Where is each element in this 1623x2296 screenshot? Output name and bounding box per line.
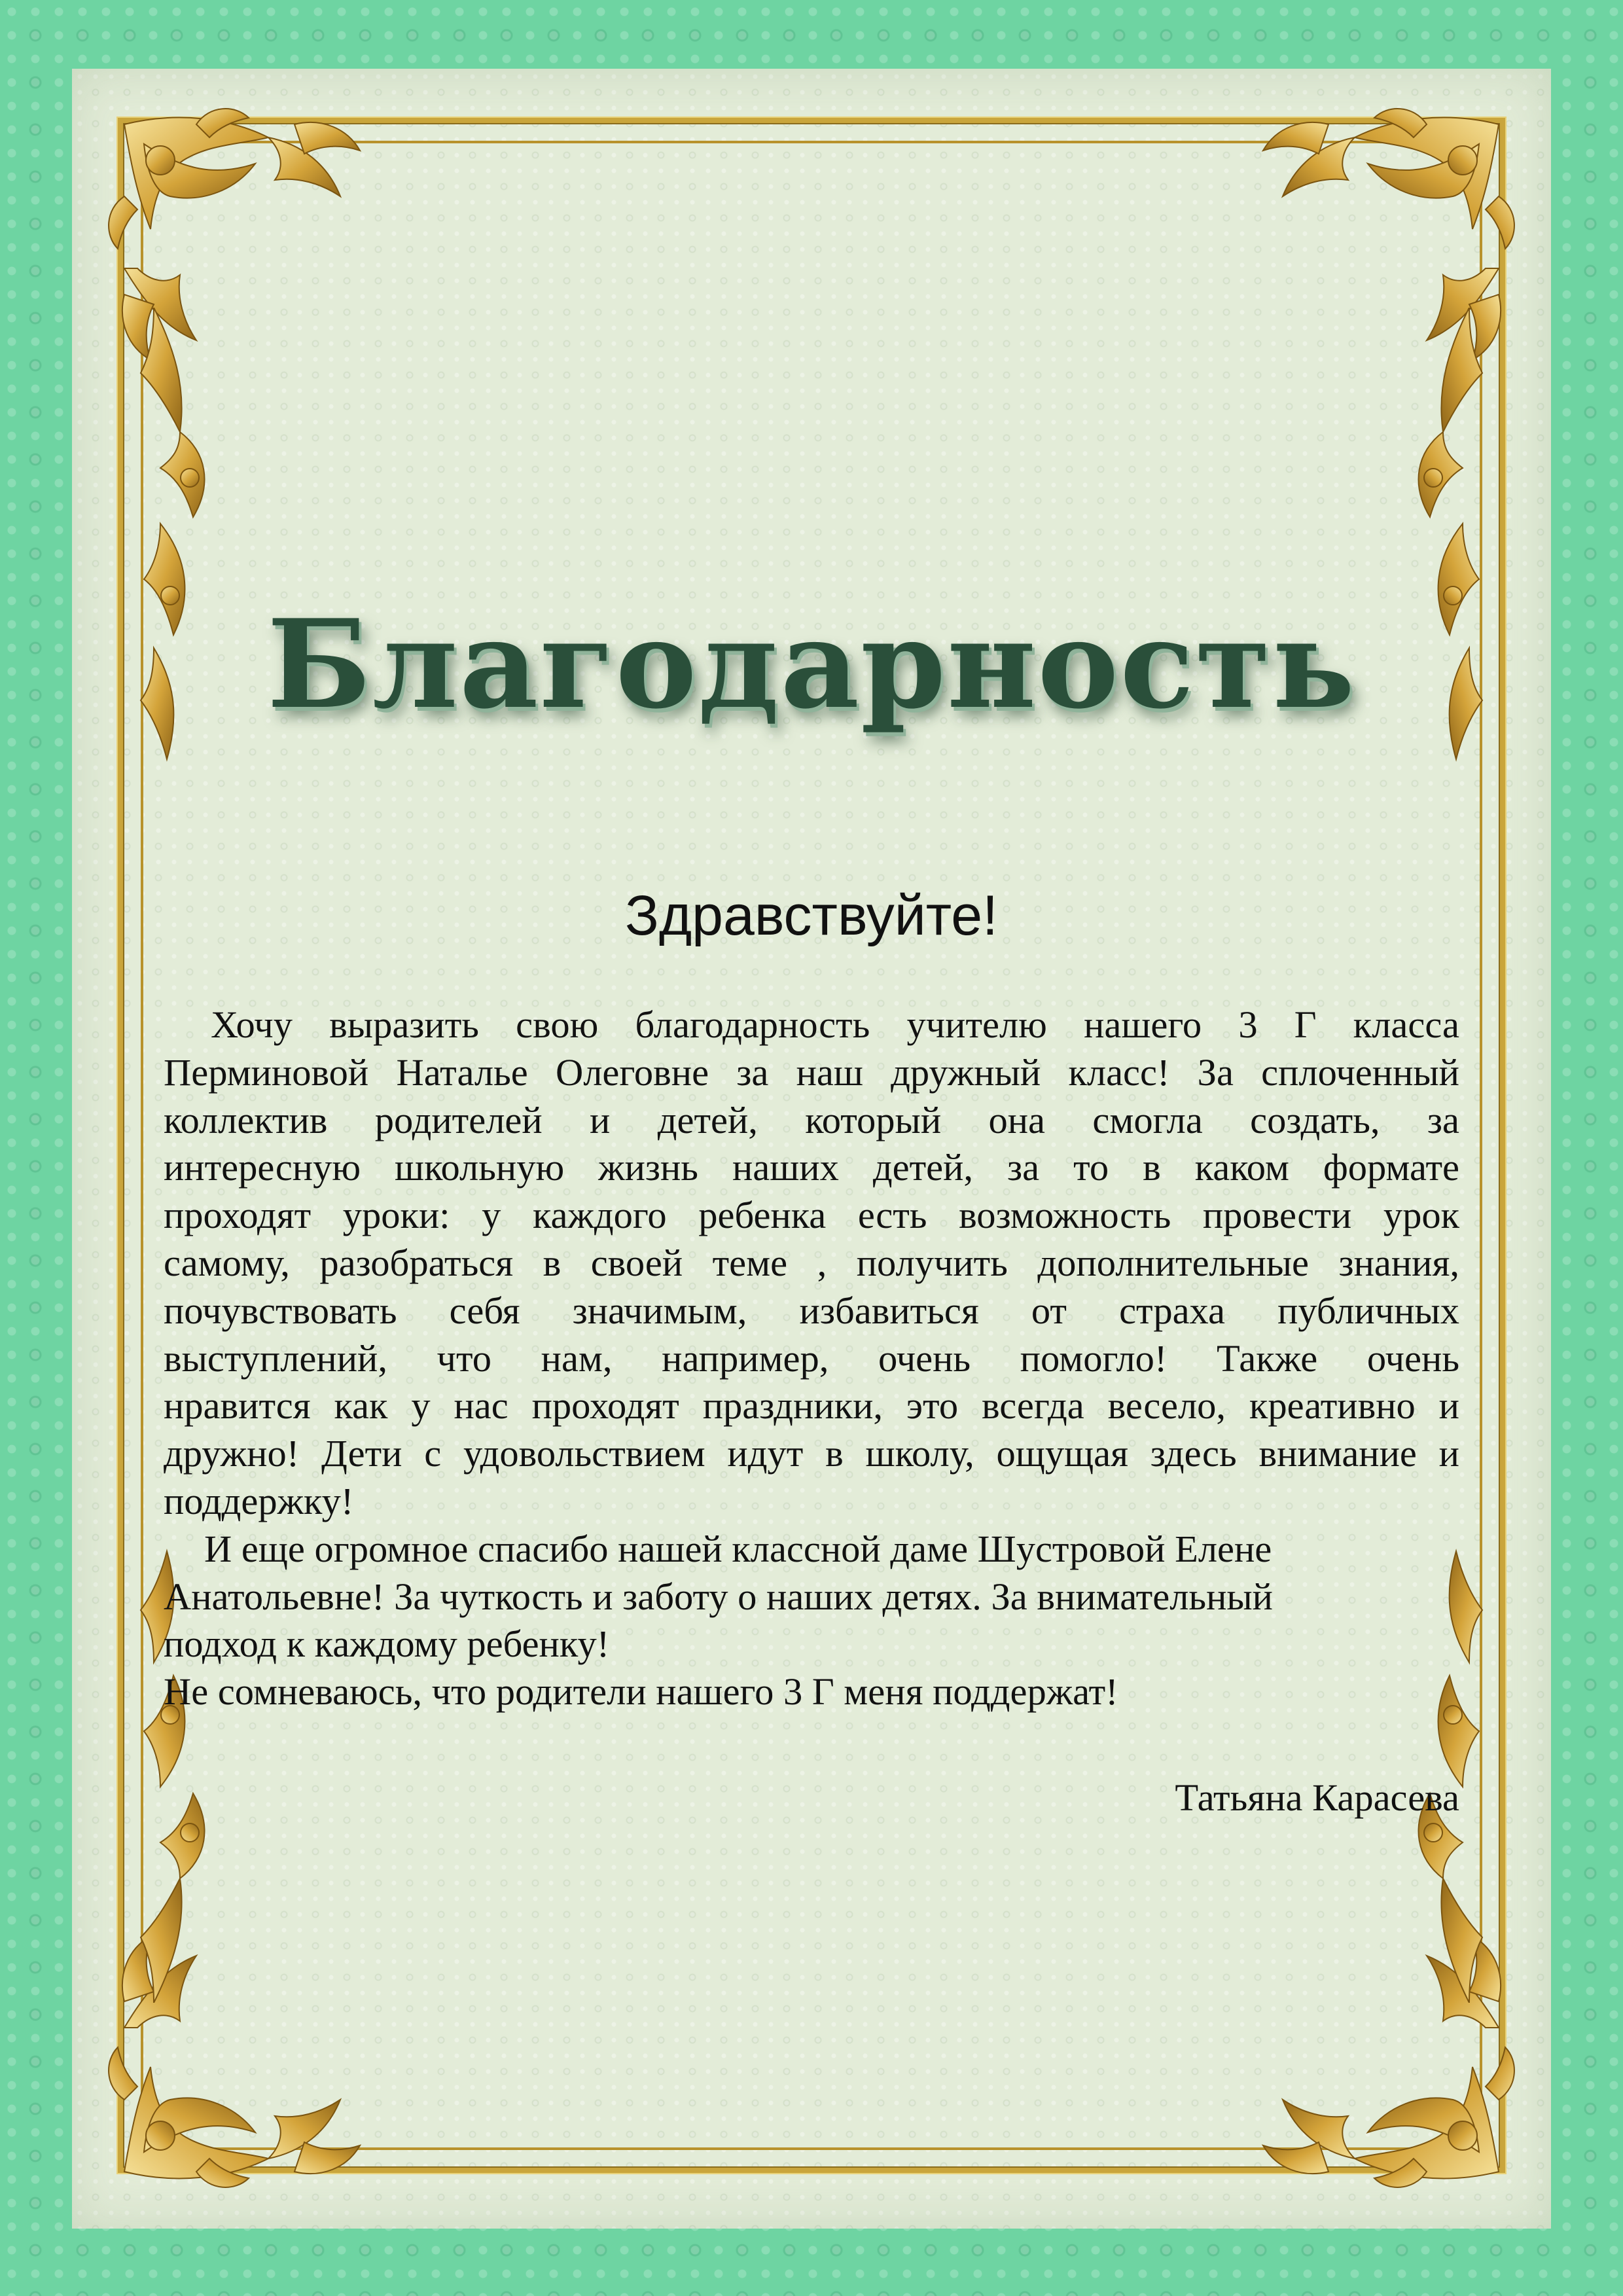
body-line: проходят уроки: у каждого ребенка есть возможность провести урок (164, 1194, 1459, 1237)
body-line: И еще огромное спасибо нашей классной даме Шустровой Елене (204, 1527, 1272, 1570)
body-line: почувствовать себя значимым, избавиться от страха публичных (164, 1289, 1459, 1332)
body-line: коллектив родителей и детей, который она смогла создать, за (164, 1098, 1459, 1141)
signature-name: Татьяна Карасева (1175, 1776, 1459, 1819)
body-line: поддержку! (164, 1479, 354, 1522)
body-line: интересную школьную жизнь наших детей, за то в каком формате (164, 1146, 1459, 1189)
body-line: выступлений, что нам, например, очень помогло! Также очень (164, 1336, 1459, 1380)
body-line: Хочу выразить свою благодарность учителю нашего 3 Г класса (211, 1003, 1459, 1046)
body-line: нравится как у нас проходят праздники, это всегда весело, креативно и (164, 1384, 1459, 1427)
letter-body (164, 1001, 1459, 1716)
body-line: Анатольевне! За чуткость и заботу о наших детях. За внимательный (164, 1575, 1273, 1618)
body-line: подход к каждому ребенку! (164, 1623, 610, 1666)
body-line: самому, разобраться в своей теме , получить дополнительные знания, (164, 1241, 1459, 1284)
greeting-heading: Здравствуйте! (625, 884, 998, 947)
certificate-title: Благодарность (266, 592, 1357, 736)
body-line: Перминовой Наталье Олеговне за наш дружный класс! За сплоченный (164, 1050, 1459, 1094)
body-line: Не сомневаюсь, что родители нашего 3 Г меня поддержат! (164, 1670, 1118, 1713)
body-line: дружно! Дети с удовольствием идут в школу, ощущая здесь внимание и (164, 1432, 1459, 1475)
